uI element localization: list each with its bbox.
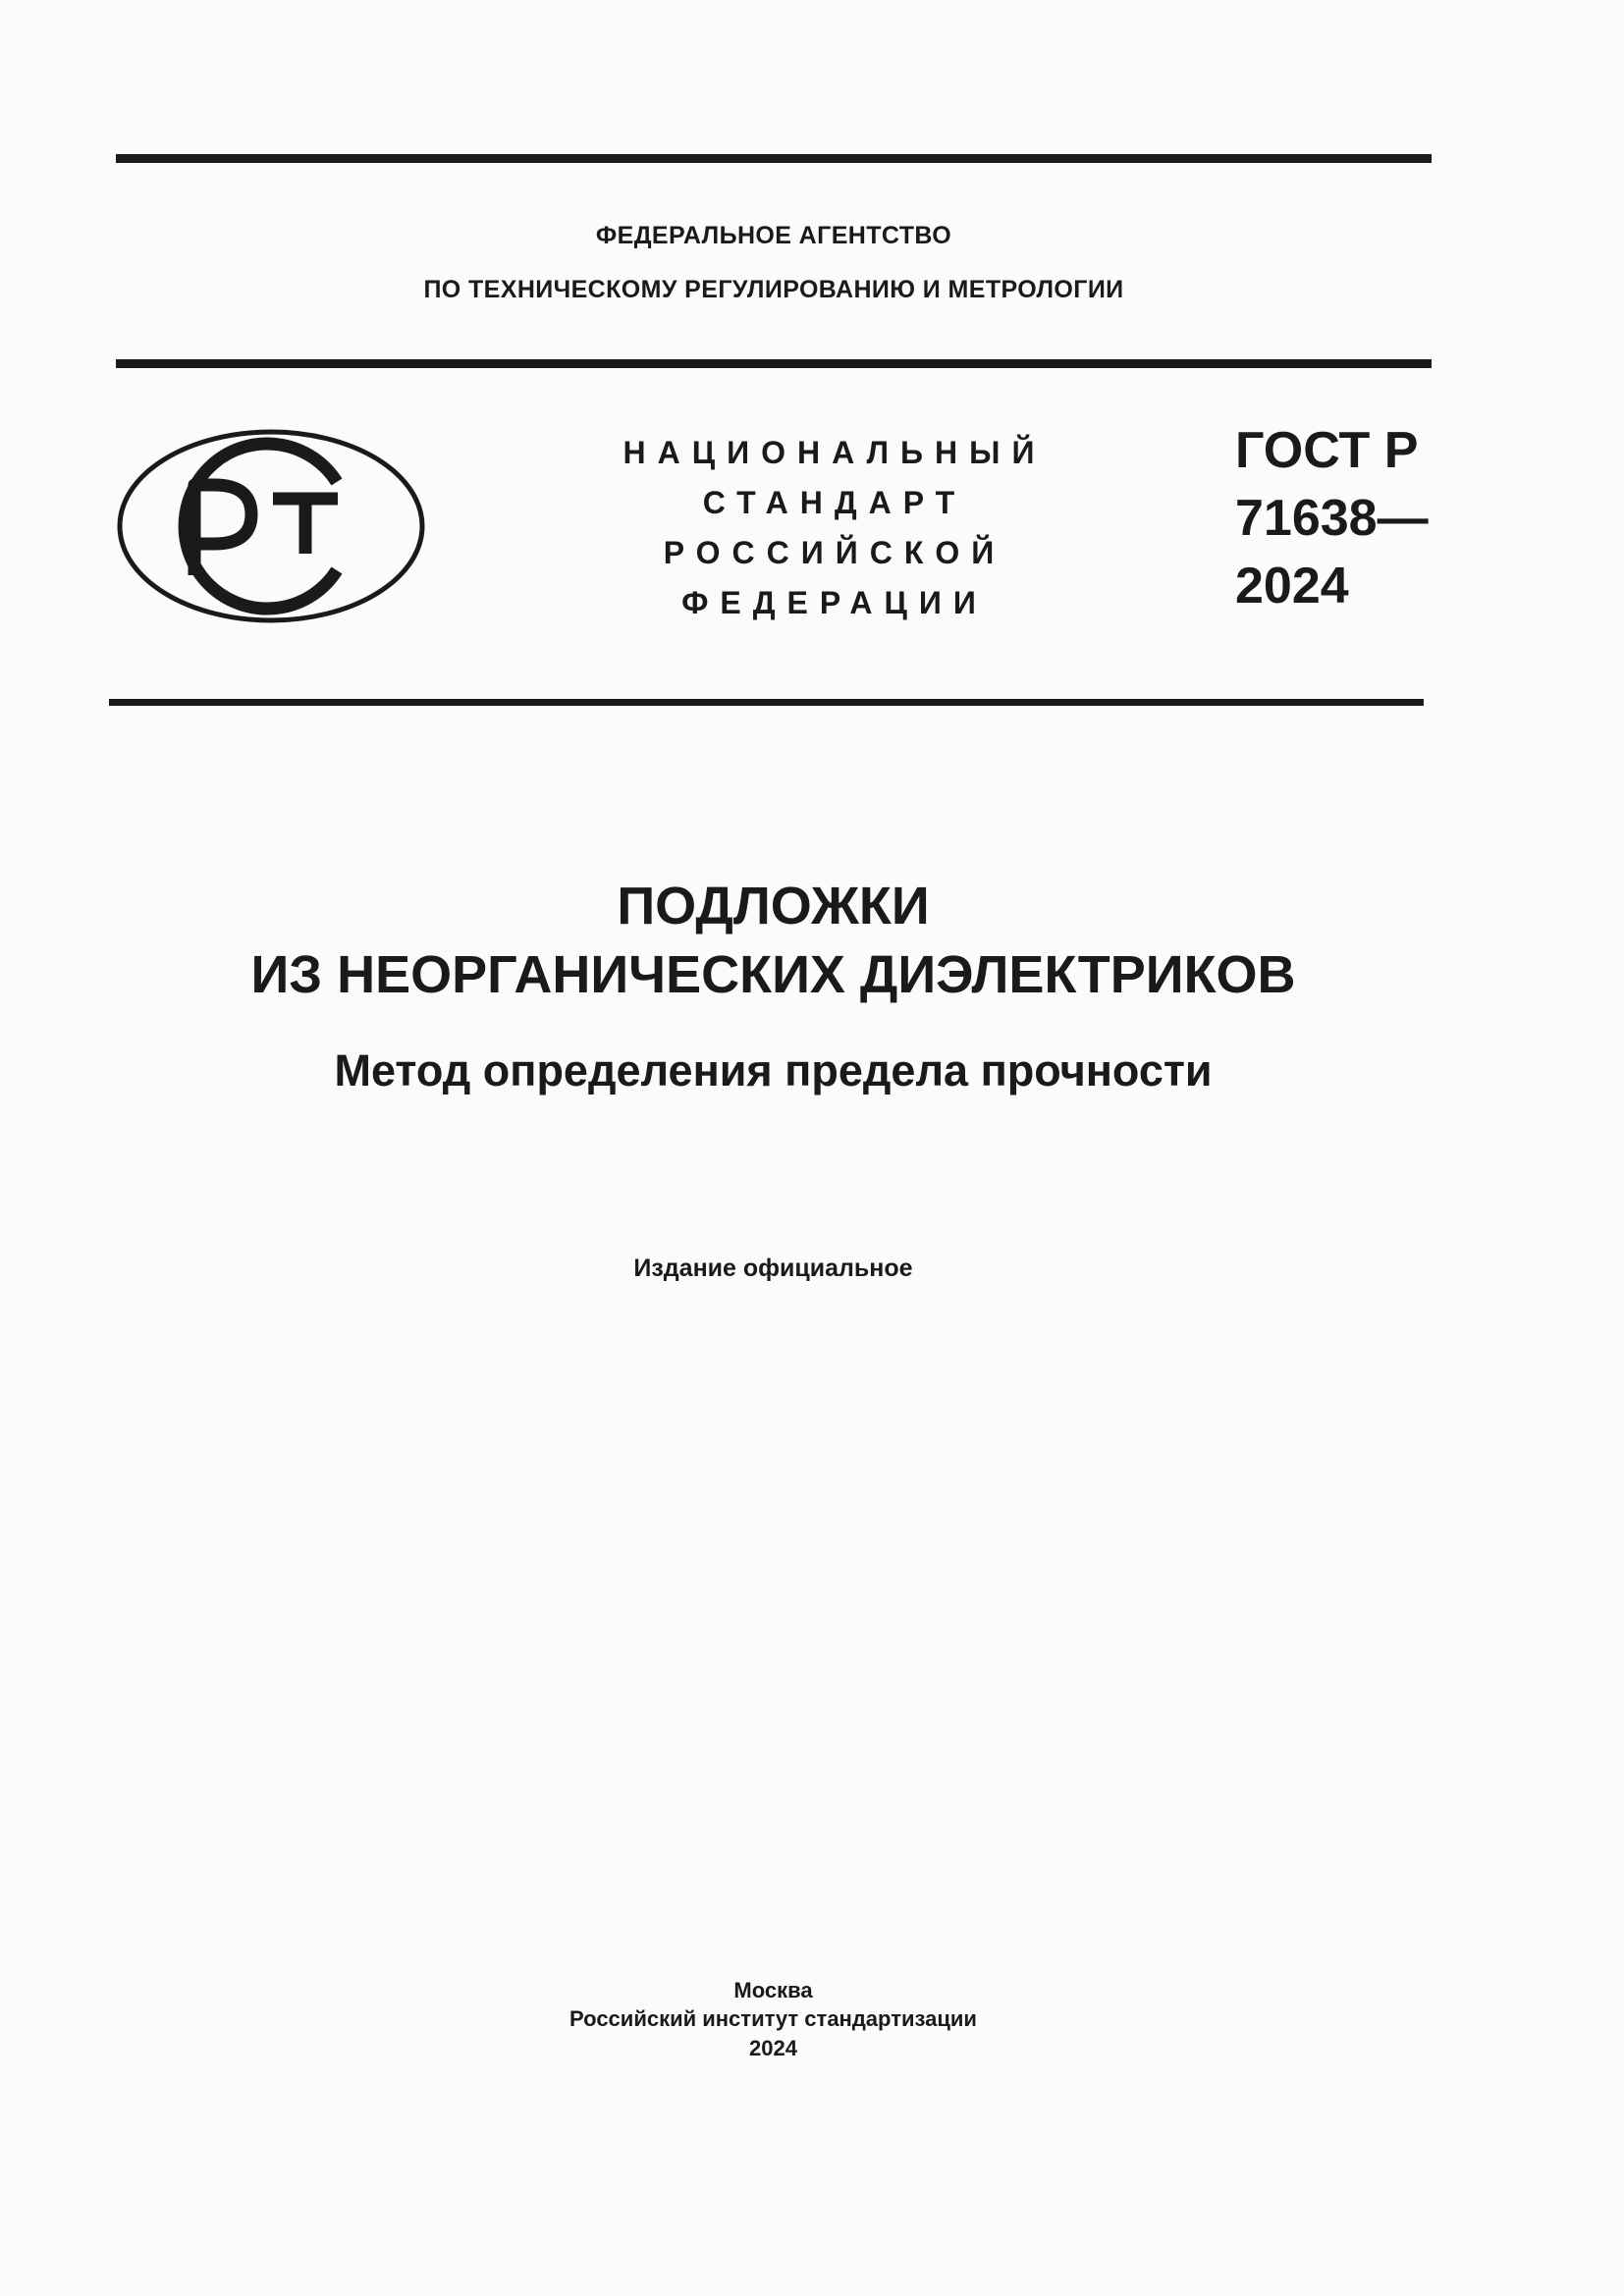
designation-line3: 2024: [1235, 558, 1349, 614]
masthead-rule: [109, 699, 1424, 706]
standard-type-line2: СТАНДАРТ: [702, 485, 967, 520]
designation-line2: 71638—: [1235, 490, 1429, 547]
document-subtitle: Метод определения предела прочности: [334, 1045, 1213, 1095]
document-title-line2: ИЗ НЕОРГАНИЧЕСКИХ ДИЭЛЕКТРИКОВ: [250, 945, 1296, 1004]
standard-type-line4: ФЕДЕРАЦИИ: [681, 585, 988, 620]
header-rule: [116, 359, 1432, 368]
imprint-publisher: Российский институт стандартизации: [569, 2006, 977, 2031]
imprint-city: Москва: [733, 1978, 813, 2002]
edition-label: Издание официальное: [633, 1255, 913, 1282]
imprint-year: 2024: [749, 2036, 797, 2060]
designation-line1: ГОСТ Р: [1235, 422, 1419, 479]
document-title-line1: ПОДЛОЖКИ: [617, 877, 930, 935]
standard-type-line3: РОССИЙСКОЙ: [663, 535, 1006, 570]
agency-name-line2: ПО ТЕХНИЧЕСКОМУ РЕГУЛИРОВАНИЮ И МЕТРОЛОГИИ: [423, 276, 1124, 303]
top-rule: [116, 154, 1432, 163]
standard-type-line1: НАЦИОНАЛЬНЫЙ: [623, 435, 1047, 470]
rst-logo-icon: [116, 428, 426, 624]
agency-name-line1: ФЕДЕРАЛЬНОЕ АГЕНТСТВО: [595, 222, 952, 249]
